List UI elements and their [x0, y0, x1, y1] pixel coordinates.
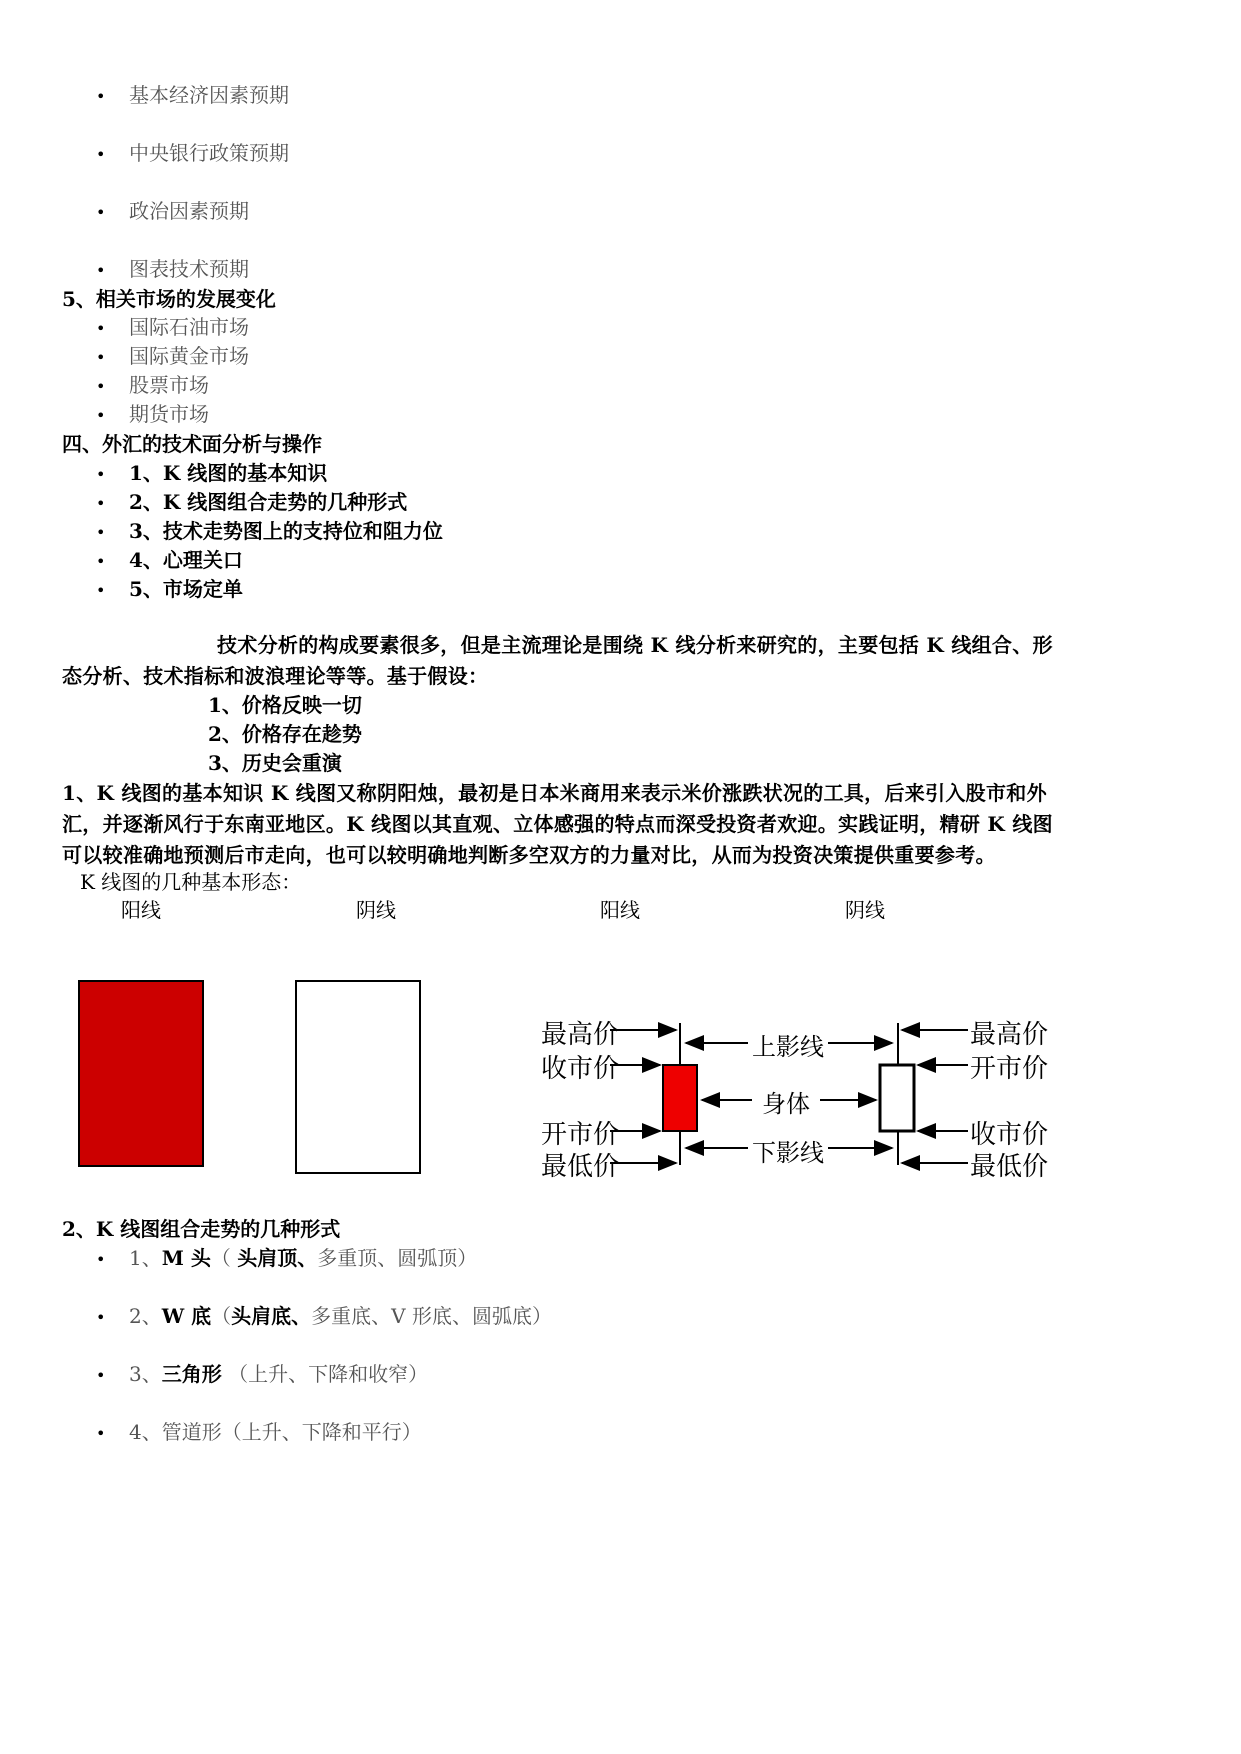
part4-heading: 四、外汇的技术面分析与操作 [62, 432, 322, 456]
bullet: • [96, 406, 106, 425]
label-high: 最高价 [541, 1020, 620, 1050]
left-candle-body [663, 1065, 697, 1131]
list-item: 2、W 底（头肩底、多重底、V 形底、圆弧底） [129, 1304, 552, 1328]
bullet: • [96, 261, 106, 280]
bullet: • [96, 494, 106, 513]
bullet: • [96, 523, 106, 542]
col-label-yang: 阳线 [600, 898, 640, 922]
assumption-item: 1、价格反映一切 [208, 693, 362, 717]
bullet: • [96, 145, 106, 164]
yin-candle-body [295, 980, 421, 1174]
bullet: • [96, 465, 106, 484]
col-label-yin: 阴线 [356, 898, 396, 922]
bullet: • [96, 87, 106, 106]
list-item: 政治因素预期 [129, 199, 249, 223]
list-item: 4、心理关口 [129, 548, 243, 572]
forms-label: K 线图的几种基本形态： [80, 870, 302, 894]
bullet: • [96, 377, 106, 396]
bullet: • [96, 581, 106, 600]
yang-candle-body [78, 980, 204, 1167]
list-item: 1、K 线图的基本知识 [129, 461, 328, 485]
label-low: 最低价 [541, 1152, 620, 1182]
bullet: • [96, 1250, 106, 1269]
list-item: 5、市场定单 [129, 577, 243, 601]
list-item: 1、M 头（ 头肩顶、多重顶、圆弧顶） [129, 1246, 478, 1270]
label-upper-shadow: 上影线 [752, 1033, 824, 1061]
label-high: 最高价 [970, 1020, 1049, 1050]
label-close: 收市价 [970, 1120, 1049, 1150]
list-item: 图表技术预期 [129, 257, 249, 281]
list-item: 国际石油市场 [129, 315, 249, 339]
right-candle-body [880, 1065, 914, 1131]
label-open: 开市价 [970, 1054, 1049, 1084]
intro-paragraph: 技术分析的构成要素很多，但是主流理论是围绕 K 线分析来研究的，主要包括 K 线组合、形态分析、技术指标和波浪理论等等。基于假设： [62, 633, 1053, 688]
list-item: 股票市场 [129, 373, 209, 397]
bullet: • [96, 203, 106, 222]
label-open: 开市价 [541, 1120, 620, 1150]
bullet: • [96, 319, 106, 338]
list-item: 3、技术走势图上的支持位和阻力位 [129, 519, 443, 543]
section2-heading: 2、K 线图组合走势的几种形式 [62, 1217, 341, 1241]
kline-basics-paragraph: 1、K 线图的基本知识 K 线图又称阴阳烛，最初是日本米商用来表示米价涨跌状况的工具，后来引入股市和外汇，并逐渐风行于东南亚地区。K 线图以其直观、立体感强的特点而深受投资者欢迎。实践证明，精研 K 线图可以较准确地预测后市走向，也可以较明确地判断多空双方的力量对比，从而为投资决策提供重要参考。 [62, 781, 1053, 867]
list-item: 2、K 线图组合走势的几种形式 [129, 490, 408, 514]
label-body: 身体 [762, 1090, 810, 1118]
list-item: 期货市场 [129, 402, 209, 426]
label-low: 最低价 [970, 1152, 1049, 1182]
list-item: 4、管道形（上升、下降和平行） [129, 1420, 422, 1444]
list-item: 中央银行政策预期 [129, 141, 289, 165]
bullet: • [96, 1366, 106, 1385]
assumption-item: 3、历史会重演 [208, 751, 342, 775]
col-label-yin: 阴线 [845, 898, 885, 922]
bullet: • [96, 348, 106, 367]
label-close: 收市价 [541, 1054, 620, 1084]
section5-heading: 5、相关市场的发展变化 [62, 287, 276, 311]
list-item: 国际黄金市场 [129, 344, 249, 368]
bullet: • [96, 1308, 106, 1327]
col-label-yang: 阳线 [121, 898, 161, 922]
list-item: 基本经济因素预期 [129, 83, 289, 107]
assumption-item: 2、价格存在趁势 [208, 722, 362, 746]
bullet: • [96, 552, 106, 571]
label-lower-shadow: 下影线 [752, 1139, 824, 1167]
list-item: 3、三角形 （上升、下降和收窄） [129, 1362, 429, 1386]
bullet: • [96, 1424, 106, 1443]
